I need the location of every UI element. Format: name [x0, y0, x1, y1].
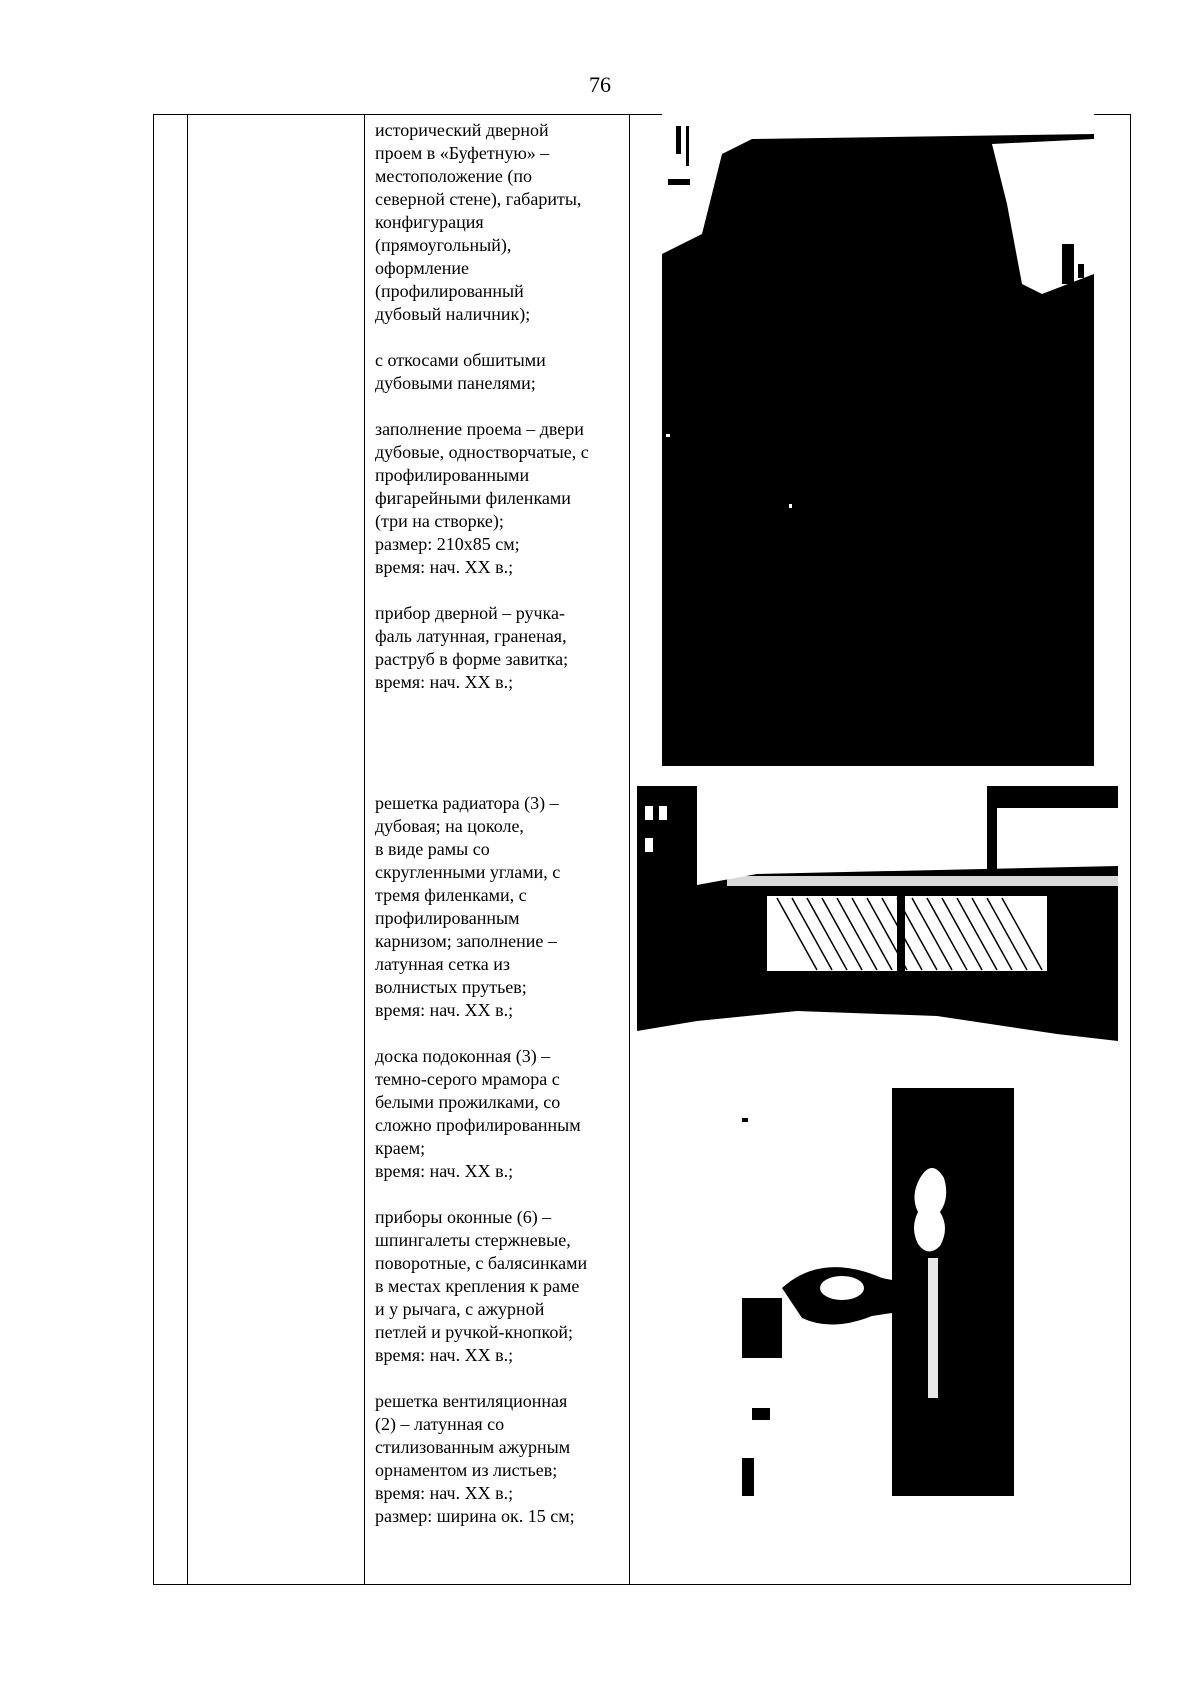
- paragraph: приборы оконные (6) – шпингалеты стержневые, поворотные, с балясинками в местах крепления к раме и у рычага, с ажурной петлей и ручкой-кнопкой; время: нач. XX в.;: [375, 1207, 588, 1365]
- column-divider: [629, 114, 630, 1585]
- paragraph: прибор дверной – ручка- фаль латунная, граненая, раструб в форме завитка; время: нач. XX в.;: [375, 603, 569, 692]
- paragraph: решетка радиатора (3) – дубовая; на цоколе, в виде рамы со скругленными углами, с тремя филенками, с профилированным карнизом; заполнение – латунная сетка из волнистых прутьев; время: нач. XX в.;: [375, 793, 561, 1020]
- description-block-door: [375, 119, 625, 694]
- page-number: 76: [589, 72, 611, 97]
- radiator-grille-photo-icon: [637, 786, 1118, 1066]
- paragraph: решетка вентиляционная (2) – латунная со стилизованным ажурным орнаментом из листьев; время: нач. XX в.; размер: ширина ок. 15 см;: [375, 1391, 575, 1526]
- door-photo-icon: [662, 114, 1094, 766]
- paragraph: доска подоконная (3) – темно-серого мрамора с белыми прожилками, со сложно профилированным краем; время: нач. XX в.;: [375, 1046, 581, 1181]
- column-divider: [364, 114, 365, 1585]
- window-latch-photo-icon: [742, 1088, 1014, 1496]
- column-divider: [187, 114, 188, 1585]
- paragraph: заполнение проема – двери дубовые, одностворчатые, с профилированными фигарейными филенками (три на створке); размер: 210х85 см; время: нач. XX в.;: [375, 419, 589, 577]
- description-block-window: [375, 792, 625, 1528]
- paragraph: с откосами обшитыми дубовыми панелями;: [375, 350, 546, 393]
- paragraph: исторический дверной проем в «Буфетную» – местоположение (по северной стене), габариты, конфигурация (прямоугольный), оформление (профилированный дубовый наличник);: [375, 120, 582, 324]
